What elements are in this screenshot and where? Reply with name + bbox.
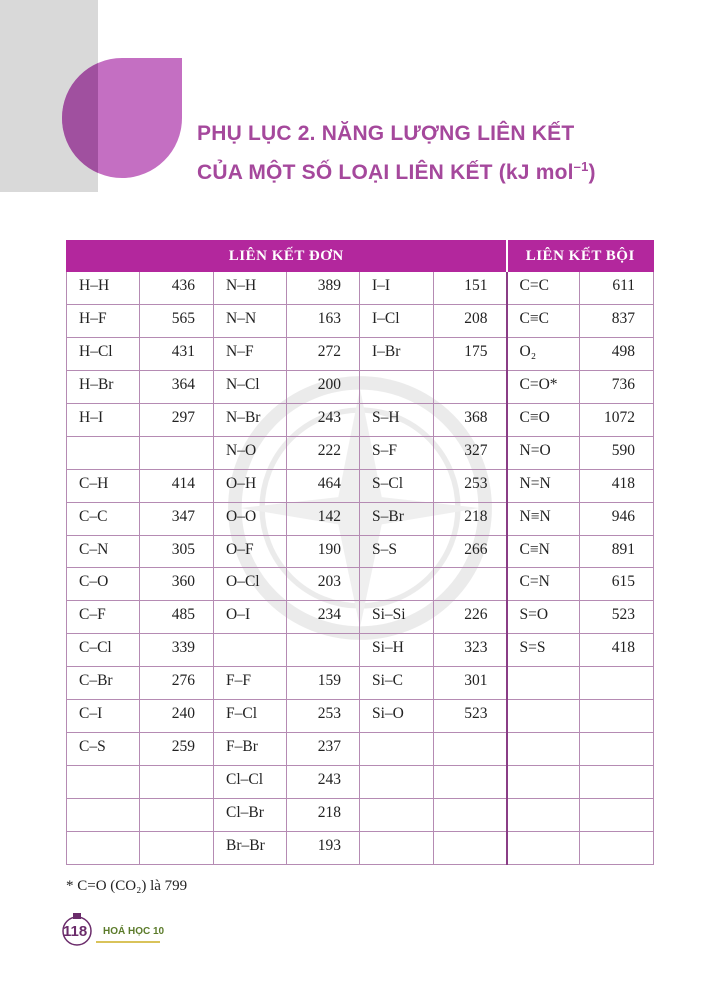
bond-energy-cell: 218 xyxy=(287,799,360,832)
bond-energy-cell xyxy=(434,370,507,403)
table-row xyxy=(67,370,654,403)
table-row xyxy=(67,403,654,436)
bond-name-cell: S=S xyxy=(507,634,580,667)
bond-name-cell: C=O* xyxy=(507,370,580,403)
footnote: * C=O (CO₂) là 799 xyxy=(66,878,188,894)
bond-name-cell xyxy=(360,370,434,403)
bond-name-cell: O₂ xyxy=(507,337,580,370)
bond-name-cell xyxy=(360,733,434,766)
bond-energy-cell: 175 xyxy=(434,337,507,370)
bond-energy-cell: 891 xyxy=(580,535,654,568)
page-title xyxy=(197,117,596,189)
bond-name-cell: C–Br xyxy=(67,667,140,700)
bond-energy-cell: 159 xyxy=(287,667,360,700)
bond-energy-cell: 237 xyxy=(287,733,360,766)
bond-energy-cell: 946 xyxy=(580,502,654,535)
bond-energy-cell: 323 xyxy=(434,634,507,667)
bond-energy-cell: 193 xyxy=(287,831,360,864)
bond-name-cell: O–O xyxy=(214,502,287,535)
bond-energy-cell: 364 xyxy=(140,370,214,403)
bond-name-cell: I–Cl xyxy=(360,304,434,337)
bond-name-cell: I–Br xyxy=(360,337,434,370)
bond-energy-cell: 276 xyxy=(140,667,214,700)
bond-name-cell: Si–Si xyxy=(360,601,434,634)
table-row xyxy=(67,733,654,766)
table-row xyxy=(67,799,654,832)
bond-name-cell xyxy=(507,766,580,799)
bond-name-cell: F–F xyxy=(214,667,287,700)
bond-energy-cell: 736 xyxy=(580,370,654,403)
bond-energy-cell: 464 xyxy=(287,469,360,502)
bond-name-cell xyxy=(67,436,140,469)
header-multiple-bonds: LIÊN KẾT BỘI xyxy=(507,241,654,272)
bond-name-cell: C–C xyxy=(67,502,140,535)
table-row xyxy=(67,272,654,305)
bond-name-cell: Si–C xyxy=(360,667,434,700)
bond-name-cell xyxy=(67,799,140,832)
bond-energy-cell: 190 xyxy=(287,535,360,568)
bond-name-cell: O–I xyxy=(214,601,287,634)
table-row xyxy=(67,304,654,337)
bond-name-cell xyxy=(360,766,434,799)
bond-name-cell: N–O xyxy=(214,436,287,469)
bond-energy-cell: 339 xyxy=(140,634,214,667)
header-single-bonds: LIÊN KẾT ĐƠN xyxy=(67,241,507,272)
bond-energy-cell: 565 xyxy=(140,304,214,337)
bond-name-cell: H–H xyxy=(67,272,140,305)
bond-name-cell xyxy=(67,766,140,799)
bond-name-cell: C–O xyxy=(67,568,140,601)
bond-energy-cell: 142 xyxy=(287,502,360,535)
bond-name-cell: C=C xyxy=(507,272,580,305)
bond-name-cell xyxy=(360,799,434,832)
bond-name-cell xyxy=(507,799,580,832)
bond-energy-cell: 1072 xyxy=(580,403,654,436)
title-line-1: PHỤ LỤC 2. NĂNG LƯỢNG LIÊN KẾT xyxy=(197,122,575,145)
bond-energy-cell xyxy=(434,733,507,766)
bond-energy-cell xyxy=(140,831,214,864)
bond-name-cell xyxy=(507,831,580,864)
bond-energy-cell: 485 xyxy=(140,601,214,634)
bond-energy-cell: 418 xyxy=(580,634,654,667)
bond-energy-cell xyxy=(140,799,214,832)
bond-energy-cell xyxy=(580,766,654,799)
bond-energy-cell xyxy=(580,667,654,700)
bond-energy-cell: 431 xyxy=(140,337,214,370)
bond-name-cell: N=N xyxy=(507,469,580,502)
bond-energy-cell: 243 xyxy=(287,403,360,436)
bond-name-cell: Si–O xyxy=(360,700,434,733)
bond-name-cell: N≡N xyxy=(507,502,580,535)
bond-energy-cell: 163 xyxy=(287,304,360,337)
bond-energy-cell: 389 xyxy=(287,272,360,305)
bond-energy-cell: 301 xyxy=(434,667,507,700)
bond-name-cell: O–F xyxy=(214,535,287,568)
table-row xyxy=(67,502,654,535)
bond-energy-cell xyxy=(140,436,214,469)
bond-energy-cell: 368 xyxy=(434,403,507,436)
bond-name-cell xyxy=(507,667,580,700)
bond-name-cell xyxy=(214,634,287,667)
bond-energy-cell xyxy=(434,568,507,601)
bond-energy-cell: 200 xyxy=(287,370,360,403)
bond-energy-cell xyxy=(434,799,507,832)
table-row xyxy=(67,337,654,370)
bond-name-cell: C–S xyxy=(67,733,140,766)
bond-energy-cell: 203 xyxy=(287,568,360,601)
table-row xyxy=(67,436,654,469)
bond-name-cell xyxy=(507,733,580,766)
bond-energy-cell: 615 xyxy=(580,568,654,601)
table-row xyxy=(67,667,654,700)
bond-name-cell: C≡C xyxy=(507,304,580,337)
bond-name-cell: N–Cl xyxy=(214,370,287,403)
bond-name-cell: S–H xyxy=(360,403,434,436)
bond-energy-cell: 218 xyxy=(434,502,507,535)
bond-energy-cell: 418 xyxy=(580,469,654,502)
table-row xyxy=(67,700,654,733)
bond-energy-cell xyxy=(140,766,214,799)
bond-name-cell: F–Br xyxy=(214,733,287,766)
bond-name-cell: F–Cl xyxy=(214,700,287,733)
bond-energy-cell xyxy=(287,634,360,667)
bond-energy-cell: 297 xyxy=(140,403,214,436)
bond-energy-cell: 259 xyxy=(140,733,214,766)
bond-energy-cell xyxy=(434,766,507,799)
table-row xyxy=(67,831,654,864)
footer-underline xyxy=(96,941,160,943)
bond-energy-cell xyxy=(580,799,654,832)
bond-name-cell: H–I xyxy=(67,403,140,436)
bond-name-cell: N=O xyxy=(507,436,580,469)
bond-energy-cell: 305 xyxy=(140,535,214,568)
bond-energy-table xyxy=(66,240,654,865)
bond-energy-cell: 414 xyxy=(140,469,214,502)
bond-name-cell xyxy=(67,831,140,864)
bond-energy-cell xyxy=(580,831,654,864)
table-row xyxy=(67,634,654,667)
bond-energy-cell: 240 xyxy=(140,700,214,733)
bond-energy-cell: 222 xyxy=(287,436,360,469)
table-row xyxy=(67,766,654,799)
table-row xyxy=(67,535,654,568)
bond-name-cell xyxy=(507,700,580,733)
bond-energy-cell: 253 xyxy=(287,700,360,733)
bond-name-cell: Cl–Br xyxy=(214,799,287,832)
bond-name-cell: C–I xyxy=(67,700,140,733)
bond-energy-cell: 208 xyxy=(434,304,507,337)
bond-name-cell: N–F xyxy=(214,337,287,370)
bond-energy-cell: 266 xyxy=(434,535,507,568)
bond-name-cell: S–Cl xyxy=(360,469,434,502)
bond-name-cell: H–F xyxy=(67,304,140,337)
bond-energy-cell: 234 xyxy=(287,601,360,634)
bond-name-cell: Si–H xyxy=(360,634,434,667)
bond-name-cell: C–N xyxy=(67,535,140,568)
bond-name-cell: S–S xyxy=(360,535,434,568)
bond-energy-cell: 590 xyxy=(580,436,654,469)
bond-name-cell: N–H xyxy=(214,272,287,305)
bond-name-cell: H–Br xyxy=(67,370,140,403)
bond-energy-cell: 523 xyxy=(580,601,654,634)
bond-name-cell xyxy=(360,568,434,601)
bond-name-cell: C≡N xyxy=(507,535,580,568)
bond-name-cell: N–N xyxy=(214,304,287,337)
bond-name-cell xyxy=(360,831,434,864)
bond-energy-cell: 611 xyxy=(580,272,654,305)
table-row xyxy=(67,469,654,502)
decorative-shape-overlap xyxy=(62,58,98,178)
bond-name-cell: O–H xyxy=(214,469,287,502)
bond-name-cell: C–F xyxy=(67,601,140,634)
bond-energy-cell: 498 xyxy=(580,337,654,370)
bond-name-cell: C–H xyxy=(67,469,140,502)
title-line-2: CỦA MỘT SỐ LOẠI LIÊN KẾT (kJ mol$^{-1}$) xyxy=(197,159,596,184)
bond-energy-cell: 360 xyxy=(140,568,214,601)
page-number: 118 xyxy=(63,923,88,940)
bond-name-cell: I–I xyxy=(360,272,434,305)
bond-name-cell: Cl–Cl xyxy=(214,766,287,799)
bond-name-cell: O–Cl xyxy=(214,568,287,601)
bond-name-cell: N–Br xyxy=(214,403,287,436)
bond-energy-cell: 272 xyxy=(287,337,360,370)
table-header-row xyxy=(67,241,654,272)
bond-energy-cell: 253 xyxy=(434,469,507,502)
bond-energy-cell: 226 xyxy=(434,601,507,634)
table-row xyxy=(67,568,654,601)
bond-name-cell: S–F xyxy=(360,436,434,469)
bond-energy-cell: 347 xyxy=(140,502,214,535)
bond-energy-cell: 151 xyxy=(434,272,507,305)
bond-energy-cell: 523 xyxy=(434,700,507,733)
bond-energy-cell: 327 xyxy=(434,436,507,469)
bond-name-cell: C=N xyxy=(507,568,580,601)
table-row xyxy=(67,601,654,634)
bond-name-cell: Br–Br xyxy=(214,831,287,864)
book-title: HOÁ HỌC 10 xyxy=(103,926,165,937)
bond-name-cell: C≡O xyxy=(507,403,580,436)
bond-name-cell: C–Cl xyxy=(67,634,140,667)
bond-energy-cell xyxy=(580,733,654,766)
bond-energy-cell xyxy=(580,700,654,733)
bond-name-cell: S–Br xyxy=(360,502,434,535)
bond-name-cell: H–Cl xyxy=(67,337,140,370)
bond-name-cell: S=O xyxy=(507,601,580,634)
bond-energy-cell: 837 xyxy=(580,304,654,337)
bond-energy-cell: 243 xyxy=(287,766,360,799)
bond-energy-cell xyxy=(434,831,507,864)
bond-energy-cell: 436 xyxy=(140,272,214,305)
